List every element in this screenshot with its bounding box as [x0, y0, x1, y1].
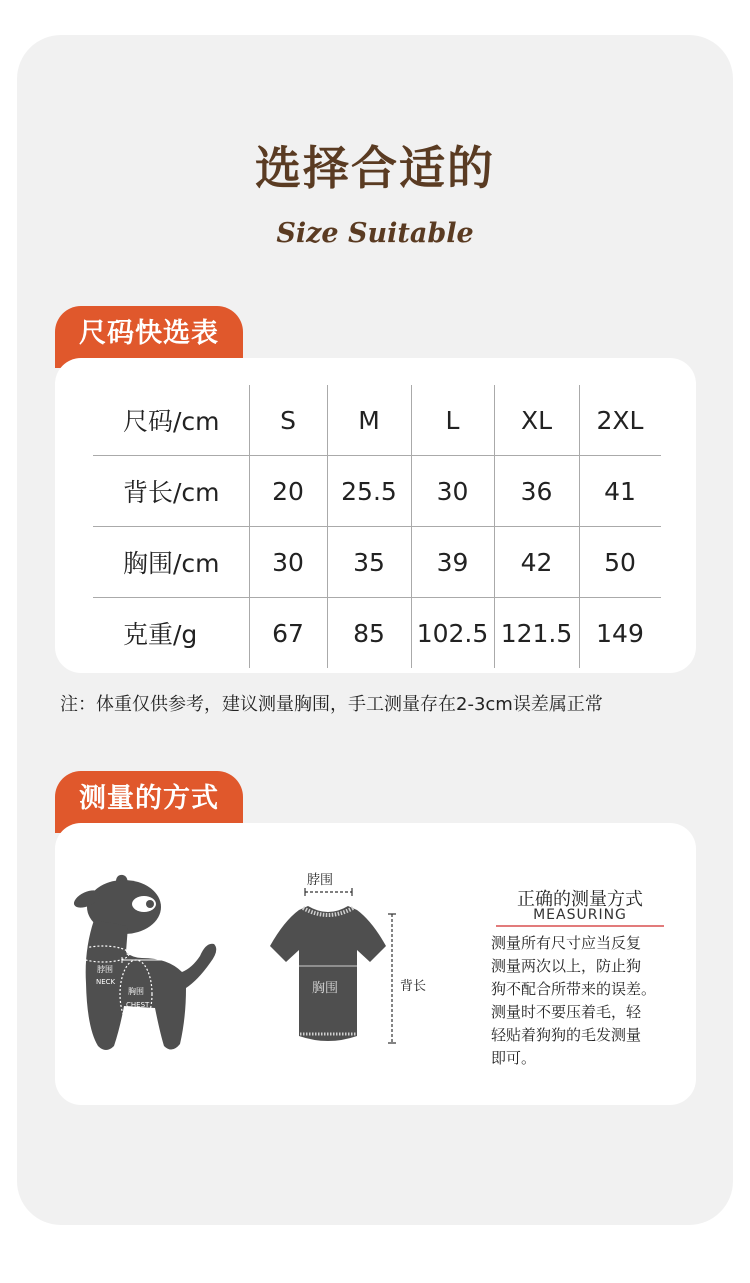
dog-neck-cn-label: 脖围	[97, 965, 113, 974]
info-line: 测量所有尺寸应当反复	[491, 934, 642, 952]
table-cell: 30	[411, 456, 494, 527]
info-line: 狗不配合所带来的误差。	[491, 980, 657, 998]
dog-chest-en-label: CHEST	[126, 1001, 150, 1009]
table-row	[93, 385, 661, 456]
table-cell: 36	[494, 456, 579, 527]
info-line: 测量时不要压着毛，轻	[491, 1003, 642, 1021]
table-cell: 25.5	[327, 456, 411, 527]
size-table	[93, 385, 661, 668]
dog-illustration	[60, 868, 240, 1058]
table-row	[93, 456, 661, 527]
info-line: 轻贴着狗狗的毛发测量	[491, 1026, 642, 1044]
table-cell: 121.5	[494, 598, 579, 669]
table-cell: L	[411, 385, 494, 456]
shirt-neck-label: 脖围	[307, 873, 334, 888]
measure-tab: 测量的方式	[55, 771, 243, 833]
table-cell: 克重/g	[93, 598, 249, 669]
table-cell: 85	[327, 598, 411, 669]
shirt-length-label: 背长	[400, 979, 427, 994]
table-cell: M	[327, 385, 411, 456]
size-note: 注：体重仅供参考，建议测量胸围，手工测量存在2-3cm误差属正常	[60, 694, 603, 715]
table-cell: 20	[249, 456, 327, 527]
measure-info-subtitle: MEASURING	[533, 907, 627, 923]
table-cell: 42	[494, 527, 579, 598]
dog-length-label: LENGTH背长	[126, 948, 175, 957]
table-cell: 50	[579, 527, 661, 598]
subtitle-underline	[496, 925, 664, 927]
table-cell: 149	[596, 618, 644, 648]
info-line: 即可。	[491, 1049, 537, 1067]
shirt-chest-label: 胸围	[312, 981, 339, 996]
dog-chest-cn-label: 胸围	[128, 987, 144, 996]
table-cell: 67	[249, 598, 327, 669]
measure-info-text	[491, 932, 681, 1070]
table-cell: 39	[411, 527, 494, 598]
table-cell: XL	[494, 385, 579, 456]
table-cell: 背长/cm	[93, 456, 249, 527]
table-cell: S	[249, 385, 327, 456]
table-cell: 41	[579, 456, 661, 527]
size-chart-tab: 尺码快选表	[55, 306, 243, 368]
size-chart-card	[55, 358, 696, 673]
dog-neck-en-label: NECK	[96, 978, 116, 986]
info-line: 测量两次以上，防止狗	[491, 957, 642, 975]
table-cell: 2XL	[579, 385, 661, 456]
table-row	[93, 527, 661, 598]
table-cell: 尺码/cm	[93, 385, 249, 456]
table-cell: 胸围/cm	[93, 527, 249, 598]
shirt-illustration	[262, 866, 442, 1056]
table-cell: 35	[327, 527, 411, 598]
table-cell: 30	[249, 527, 327, 598]
page-title: 选择合适的	[255, 141, 495, 195]
table-cell: 102.5	[411, 598, 494, 669]
measure-info-title: 正确的测量方式	[517, 889, 643, 910]
page-subtitle: Size Suitable	[276, 218, 474, 249]
table-row	[93, 598, 661, 669]
